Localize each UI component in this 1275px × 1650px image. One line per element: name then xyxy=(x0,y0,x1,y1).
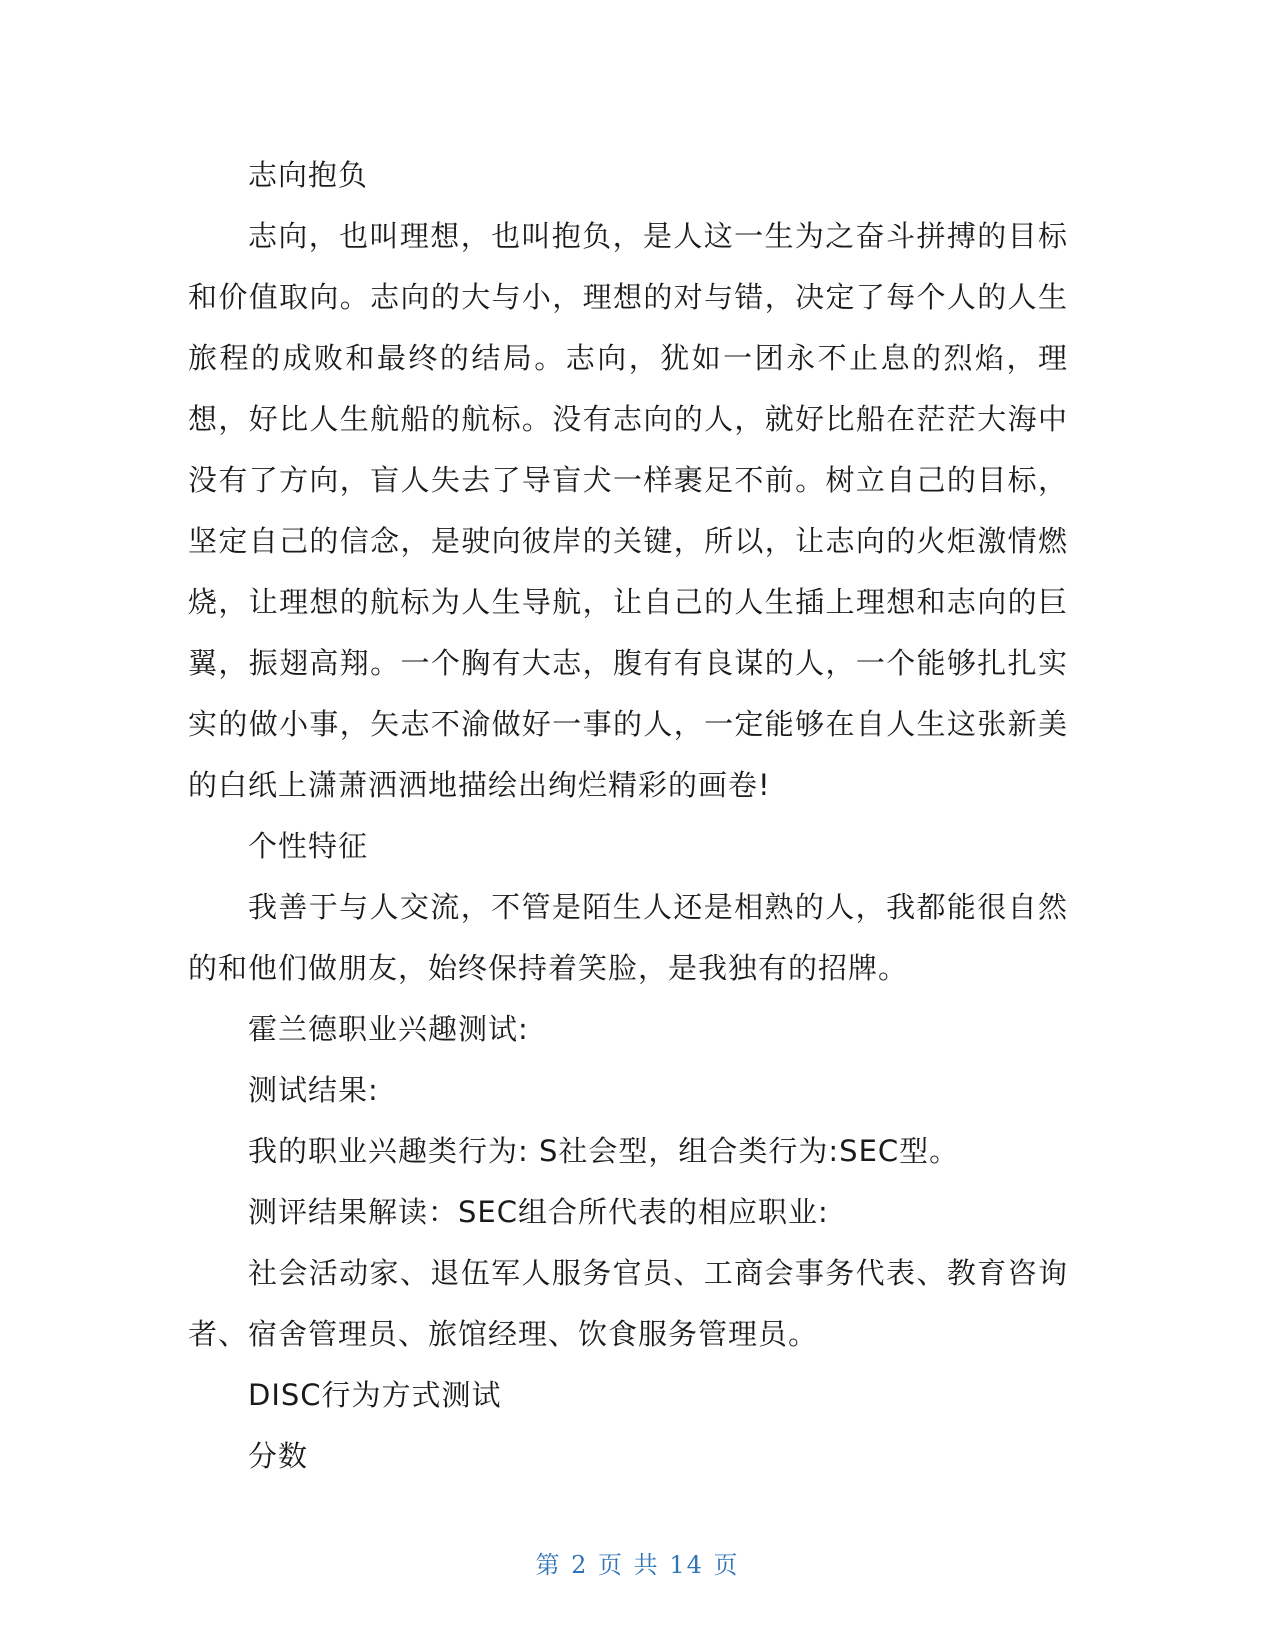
footer-prefix: 第 xyxy=(535,1551,562,1579)
footer-total-pages: 14 xyxy=(669,1551,704,1579)
page-footer xyxy=(0,1545,1275,1580)
test-result-label: 测试结果: xyxy=(248,1073,379,1107)
footer-mid: 页 共 xyxy=(598,1551,660,1579)
document-body xyxy=(188,145,1068,1487)
footer-suffix: 页 xyxy=(713,1551,740,1579)
footer-current-page: 2 xyxy=(571,1551,589,1579)
score-label: 分数 xyxy=(248,1439,309,1473)
test-result-type: 我的职业兴趣类行为: S社会型，组合类行为:SEC型。 xyxy=(248,1134,960,1168)
paragraph-occupations: 社会活动家、退伍军人服务官员、工商会事务代表、教育咨询者、宿舍管理员、旅馆经理、饮食服务管理员。 xyxy=(188,1256,1068,1351)
paragraph-personality: 我善于与人交流，不管是陌生人还是相熟的人，我都能很自然的和他们做朋友，始终保持着笑脸，是我独有的招牌。 xyxy=(188,890,1068,985)
section-heading-disc-test: DISC行为方式测试 xyxy=(248,1378,502,1412)
section-heading-holland-test: 霍兰德职业兴趣测试: xyxy=(248,1012,529,1046)
result-interpretation-label: 测评结果解读：SEC组合所代表的相应职业: xyxy=(248,1195,829,1229)
section-heading-personality: 个性特征 xyxy=(248,829,369,863)
section-heading-aspiration: 志向抱负 xyxy=(248,158,369,192)
paragraph-aspiration: 志向，也叫理想，也叫抱负，是人这一生为之奋斗拼搏的目标和价值取向。志向的大与小，理想的对与错，决定了每个人的人生旅程的成败和最终的结局。志向，犹如一团永不止息的烈焰，理想，好比人生航船的航标。没有志向的人，就好比船在茫茫大海中没有了方向，盲人失去了导盲犬一样裹足不前。树立自己的目标，坚定自己的信念，是驶向彼岸的关键，所以，让志向的火炬激情燃烧，让理想的航标为人生导航，让自己的人生插上理想和志向的巨翼，振翅高翔。一个胸有大志，腹有有良谋的人，一个能够扎扎实实的做小事，矢志不渝做好一事的人，一定能够在自人生这张新美的白纸上潇萧洒洒地描绘出绚烂精彩的画卷! xyxy=(188,219,1068,802)
